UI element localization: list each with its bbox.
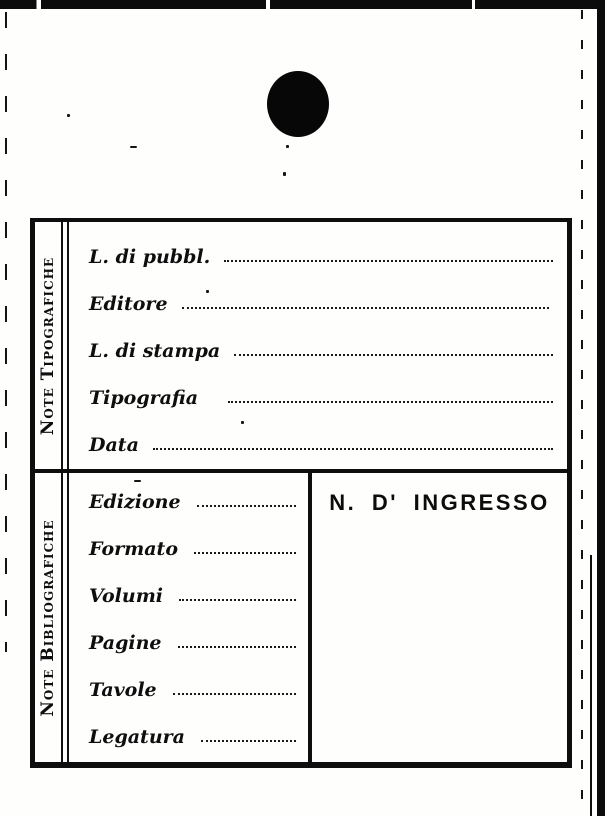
ingresso-title: N. D' INGRESSO bbox=[329, 490, 550, 515]
dotted-fill-line bbox=[182, 307, 549, 309]
dotted-fill-line bbox=[173, 693, 296, 695]
dotted-fill-line bbox=[194, 552, 296, 554]
dotted-fill-line bbox=[228, 401, 553, 403]
hole-punch-mark bbox=[267, 71, 329, 137]
double-rule-divider bbox=[61, 473, 69, 762]
field-row-pagine bbox=[89, 618, 296, 665]
scan-speck bbox=[286, 145, 289, 148]
field-row-tipografia bbox=[89, 373, 553, 420]
scan-right-edge-band bbox=[597, 0, 605, 816]
tipografiche-fields bbox=[69, 222, 567, 469]
dotted-fill-line bbox=[201, 740, 296, 742]
sidebar-caption-cell bbox=[35, 222, 61, 469]
field-row-l-di-stampa bbox=[89, 326, 553, 373]
dotted-fill-line bbox=[178, 646, 297, 648]
scan-speck bbox=[130, 146, 137, 148]
field-label: Data bbox=[89, 434, 139, 456]
dotted-fill-line bbox=[197, 505, 296, 507]
sidebar-caption-tipografiche: Note Tipografiche bbox=[38, 256, 58, 435]
dotted-fill-line bbox=[153, 448, 553, 450]
field-label: Tavole bbox=[89, 679, 157, 701]
field-row-volumi bbox=[89, 571, 296, 618]
scan-left-edge bbox=[5, 12, 7, 652]
dotted-fill-line bbox=[234, 354, 553, 356]
field-label: Edizione bbox=[89, 491, 181, 513]
scan-right-edge-thin bbox=[581, 10, 583, 816]
field-label: Formato bbox=[89, 538, 178, 560]
dotted-fill-line bbox=[224, 260, 553, 262]
double-rule-divider bbox=[61, 222, 69, 469]
sidebar-caption-cell bbox=[35, 473, 61, 762]
field-label: L. di pubbl. bbox=[89, 246, 211, 268]
scan-right-edge-mid bbox=[590, 555, 592, 816]
section-note-bibliografiche bbox=[30, 473, 572, 768]
scan-speck bbox=[283, 172, 286, 176]
ingresso-panel bbox=[312, 473, 567, 762]
field-row-legatura bbox=[89, 712, 296, 759]
field-label: Legatura bbox=[89, 726, 185, 748]
field-label: L. di stampa bbox=[89, 340, 221, 362]
field-label: Pagine bbox=[89, 632, 162, 654]
scan-speck bbox=[67, 114, 70, 117]
dotted-fill-line bbox=[179, 599, 296, 601]
field-row-l-di-pubbl bbox=[89, 232, 553, 279]
field-row-formato bbox=[89, 524, 296, 571]
section-note-tipografiche bbox=[30, 218, 572, 473]
field-row-editore bbox=[89, 279, 553, 326]
field-label: Tipografia bbox=[89, 387, 199, 409]
field-row-data bbox=[89, 420, 553, 467]
field-row-tavole bbox=[89, 665, 296, 712]
field-row-edizione bbox=[89, 477, 296, 524]
sidebar-caption-bibliografiche: Note Bibliografiche bbox=[38, 518, 58, 717]
scan-top-edge bbox=[0, 0, 605, 9]
bibliografiche-fields bbox=[69, 473, 312, 762]
field-label: Editore bbox=[89, 293, 168, 315]
field-label: Volumi bbox=[89, 585, 164, 607]
